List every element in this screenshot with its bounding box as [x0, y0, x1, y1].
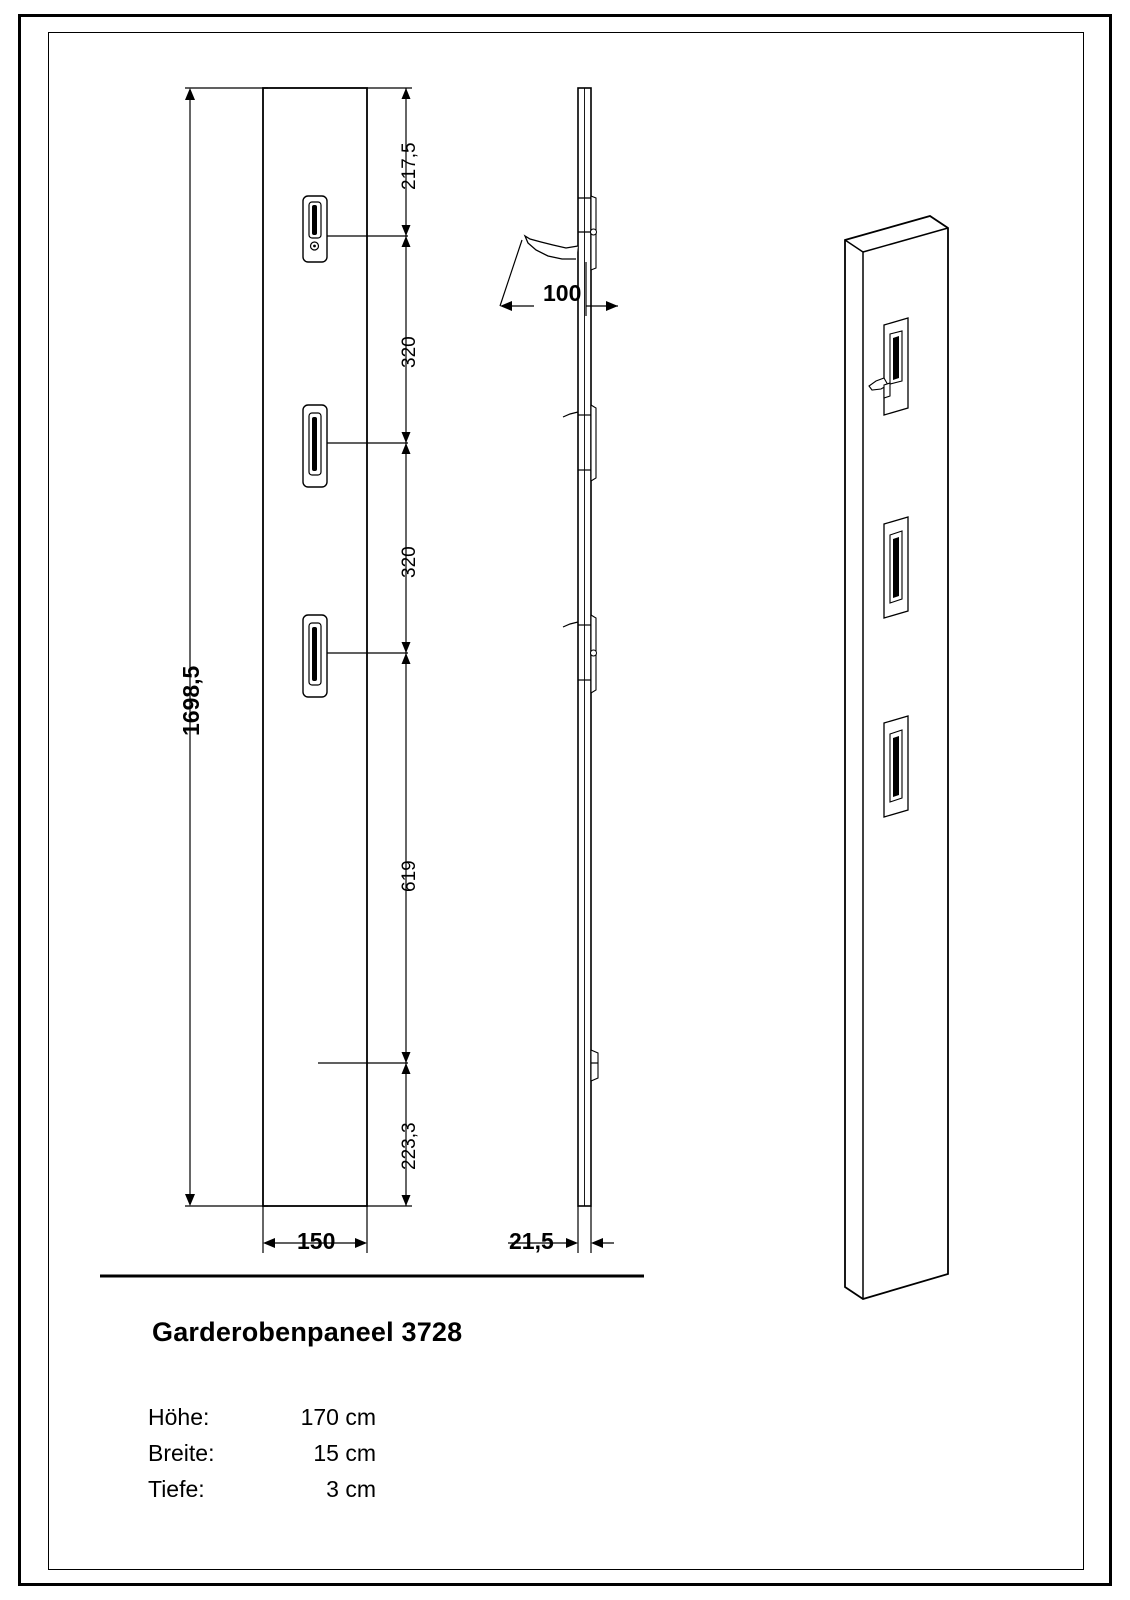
side-view-panel	[578, 88, 591, 1206]
spec-height-value: 170 cm	[300, 1404, 376, 1430]
front-hook-2	[303, 405, 327, 487]
iso-hook-2	[884, 517, 908, 618]
dimension-217-5-label: 217,5	[399, 142, 420, 190]
spec-width-value: 15 cm	[313, 1440, 376, 1466]
front-hook-1	[303, 196, 327, 262]
dimension-chain-vertical	[367, 88, 412, 1206]
spec-depth-value: 3 cm	[326, 1476, 376, 1502]
dimension-hook-projection-label: 100	[543, 280, 582, 306]
spec-height-label: Höhe:	[148, 1404, 210, 1430]
page-title: Garderobenpaneel 3728	[152, 1317, 463, 1347]
front-hook-3	[303, 615, 327, 697]
dimension-overall-height-label: 1698,5	[178, 665, 204, 736]
dimension-width-label: 150	[297, 1228, 336, 1254]
side-bottom-fitting	[591, 1050, 598, 1081]
spec-depth	[148, 1476, 376, 1503]
spec-height	[148, 1404, 376, 1431]
spec-depth-label: Tiefe:	[148, 1476, 205, 1502]
spec-width-label: Breite:	[148, 1440, 215, 1466]
dimension-223-3-label: 223,3	[399, 1122, 420, 1170]
dimension-320-upper-label: 320	[399, 336, 420, 368]
dimension-619-label: 619	[399, 860, 420, 892]
dimension-depth-label: 21,5	[509, 1228, 554, 1254]
iso-hook-3	[884, 716, 908, 817]
spec-width	[148, 1440, 376, 1467]
dimension-overall-height	[185, 88, 268, 1206]
dimension-320-lower-label: 320	[399, 546, 420, 578]
